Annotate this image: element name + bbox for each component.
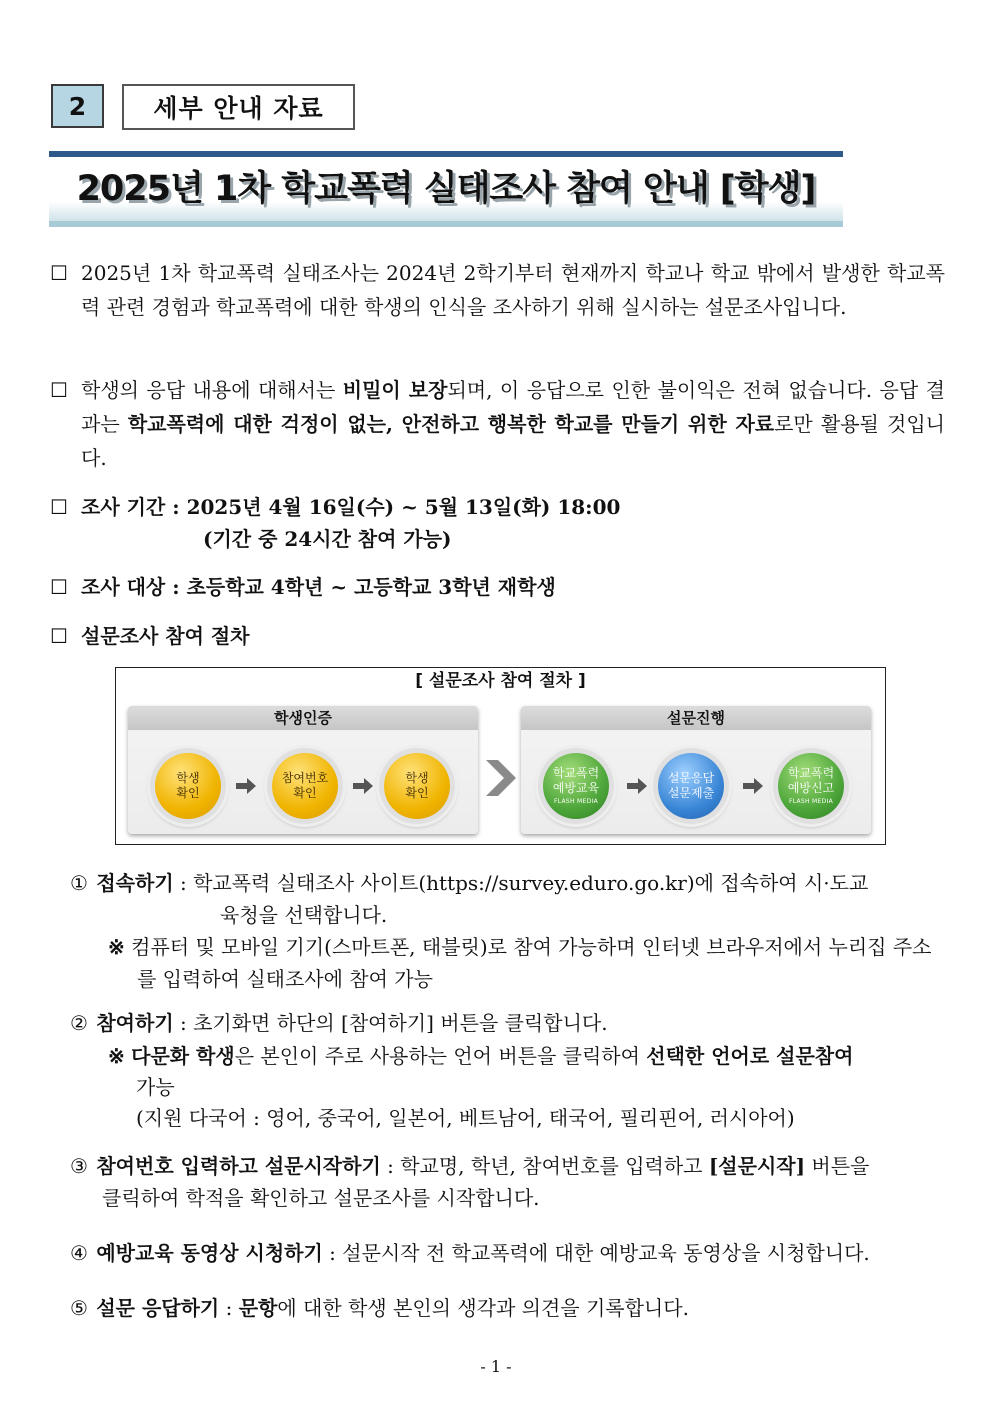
arrow-right-icon: [353, 778, 373, 794]
checkbox-icon: ☐: [50, 378, 68, 402]
step-2-languages: (지원 다국어 : 영어, 중국어, 일본어, 베트남어, 태국어, 필리핀어, 러시아어): [136, 1106, 795, 1130]
privacy-paragraph: [50, 373, 945, 475]
checkbox-icon: ☐: [50, 624, 68, 648]
purpose-emphasis: 학교폭력에 대한 걱정이 없는, 안전하고 행복한 학교를 만들기 위한 자료: [127, 412, 775, 436]
panel-survey-progress: [521, 706, 871, 834]
arrow-right-icon: [743, 778, 763, 794]
section-number: 2: [51, 84, 104, 128]
panel-head-student-auth: 학생인증: [128, 706, 478, 730]
step-3-line1: ③ 참여번호 입력하고 설문시작하기 : 학교명, 학년, 참여번호를 입력하고 [설문시작] 버튼을: [70, 1154, 870, 1178]
privacy-emphasis: 비밀이 보장: [342, 378, 448, 402]
procedure-diagram: [115, 667, 886, 845]
page-number: - 1 -: [480, 1357, 512, 1376]
step-circle-survey-response: 설문응답 설문제출: [653, 748, 729, 824]
diagram-title: [ 설문조사 참여 절차 ]: [415, 671, 586, 691]
arrow-right-icon: [236, 778, 256, 794]
panel-student-auth: [128, 706, 478, 834]
target-label: 조사 대상 :: [81, 575, 187, 599]
step-2-title: 참여하기: [96, 1011, 174, 1035]
step-5-line1: ⑤ 설문 응답하기 : 문항에 대한 학생 본인의 생각과 의견을 기록합니다.: [70, 1296, 689, 1320]
step-1-line2: 육청을 선택합니다.: [220, 903, 388, 927]
step-2-line1: ② 참여하기 : 초기화면 하단의 [참여하기] 버튼을 클릭합니다.: [70, 1011, 608, 1035]
arrow-right-icon: [627, 778, 647, 794]
period-value: 2025년 4월 16일(수) ~ 5월 13일(화) 18:00: [186, 495, 621, 519]
step-circle-participation-number: 참여번호 확인: [267, 748, 343, 824]
procedure-heading-text: 설문조사 참여 절차: [81, 624, 250, 648]
survey-period: [50, 490, 945, 524]
step-circle-prevention-report: 학교폭력 예방신고 FLASH MEDIA: [773, 748, 849, 824]
step-1-title: 접속하기: [96, 871, 174, 895]
step-4-line1: ④ 예방교육 동영상 시청하기 : 설문시작 전 학교폭력에 대한 예방교육 동영상을 시청합니다.: [70, 1241, 870, 1265]
title-bottom-bar: [49, 221, 843, 227]
chevron-right-icon: [484, 760, 518, 796]
step-circle-student-check: 학생 확인: [150, 748, 226, 824]
panel-head-survey-progress: 설문진행: [521, 706, 871, 730]
target-value: 초등학교 4학년 ~ 고등학교 3학년 재학생: [186, 575, 556, 599]
survey-target: [50, 570, 945, 604]
step-2-note: ※ 다문화 학생은 본인이 주로 사용하는 언어 버튼을 클릭하여 선택한 언어로 설문참여: [108, 1044, 854, 1068]
checkbox-icon: ☐: [50, 261, 68, 285]
page-title: 2025년 1차 학교폭력 실태조사 참여 안내 [학생]: [76, 169, 816, 209]
step-1-note-line2: 를 입력하여 실태조사에 참여 가능: [137, 967, 433, 991]
period-note: (기간 중 24시간 참여 가능): [203, 527, 452, 551]
privacy-text: 학생의 응답 내용에 대해서는 비밀이 보장되며, 이 응답으로 인한 불이익은 전혀 없습니다. 응답 결과는 학교폭력에 대한 걱정이 없는, 안전하고 행복한 학교를 만들기 위한 자료로만 활용될 것입니다.: [81, 378, 946, 470]
note-mark-icon: ※: [108, 935, 125, 959]
step-1-line1: ① 접속하기 : 학교폭력 실태조사 사이트(https://survey.eduro.go.kr)에 접속하여 시·도교: [70, 871, 869, 895]
step-5-title: 설문 응답하기: [96, 1296, 220, 1320]
period-label: 조사 기간 :: [81, 495, 187, 519]
procedure-heading: [50, 619, 945, 653]
step-1-note: ※ 컴퓨터 및 모바일 기기(스마트폰, 태블릿)로 참여 가능하며 인터넷 브라우저에서 누리집 주소: [108, 935, 932, 959]
intro-paragraph: [50, 256, 945, 324]
section-title: 세부 안내 자료: [122, 84, 355, 130]
intro-text: 2025년 1차 학교폭력 실태조사는 2024년 2학기부터 현재까지 학교나 학교 밖에서 발생한 학교폭력 관련 경험과 학교폭력에 대한 학생의 인식을 조사하기 위해 실시하는 설문조사입니다.: [81, 261, 945, 319]
step-3-line2: 클릭하여 학적을 확인하고 설문조사를 시작합니다.: [102, 1186, 540, 1210]
note-mark-icon: ※: [108, 1044, 125, 1068]
step-3-title: 참여번호 입력하고 설문시작하기: [96, 1154, 381, 1178]
step-2-note-line2: 가능: [136, 1075, 175, 1099]
checkbox-icon: ☐: [50, 495, 68, 519]
step-4-title: 예방교육 동영상 시청하기: [96, 1241, 323, 1265]
step-circle-prevention-education: 학교폭력 예방교육 FLASH MEDIA: [538, 748, 614, 824]
step-circle-student-confirm: 학생 확인: [379, 748, 455, 824]
checkbox-icon: ☐: [50, 575, 68, 599]
